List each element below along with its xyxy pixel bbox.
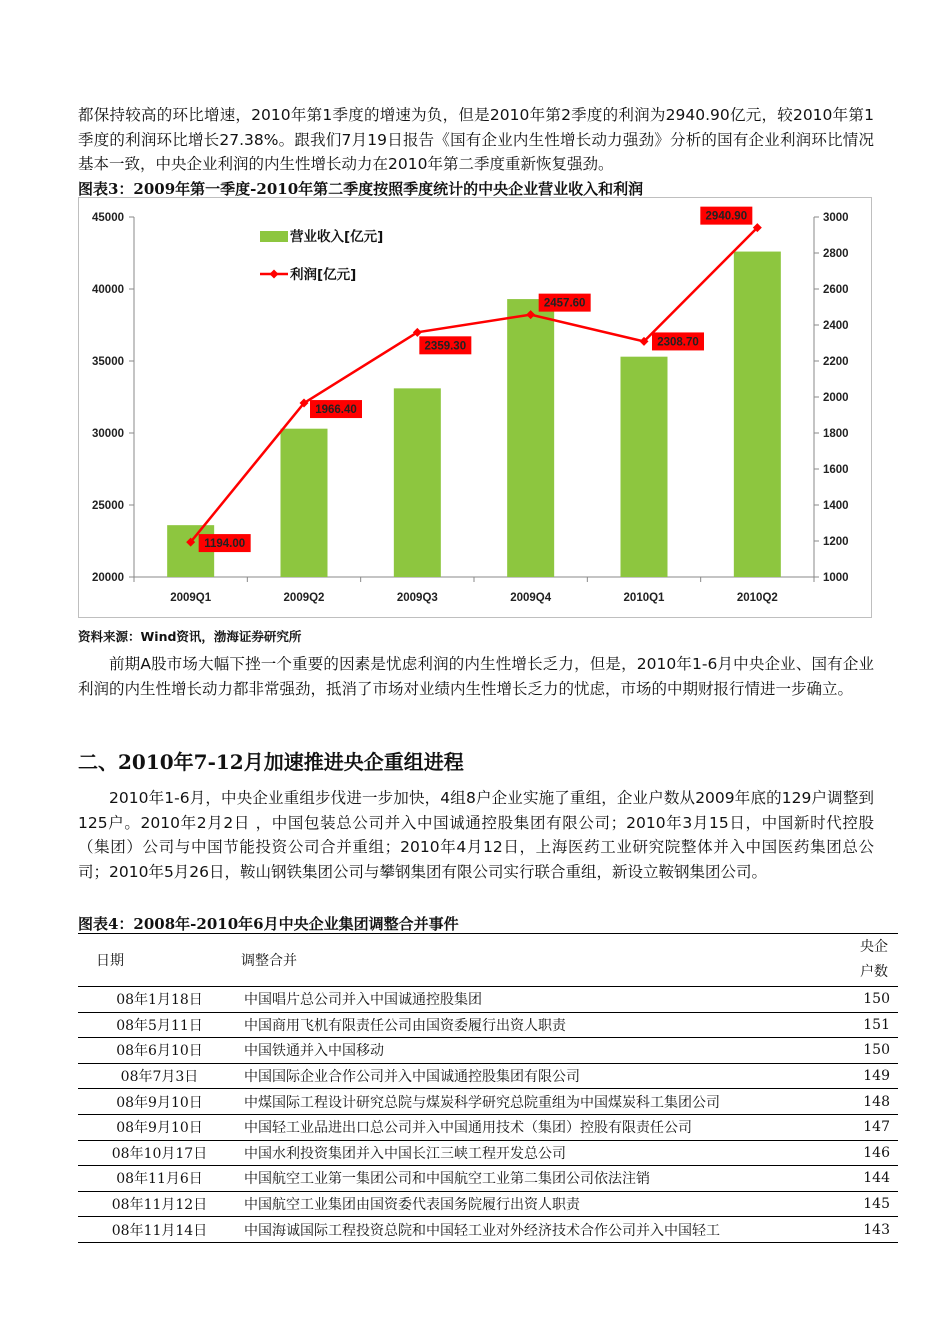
figure-4-title: 图表4：2008年-2010年6月中央企业集团调整合并事件 bbox=[78, 915, 459, 933]
x-tick-label: 2010Q2 bbox=[736, 592, 778, 604]
left-tick-label: 40000 bbox=[92, 284, 124, 296]
header-event: 调整合并 bbox=[241, 934, 828, 987]
cell-count: 150 bbox=[828, 1038, 898, 1064]
cell-event: 中国水利投资集团并入中国长江三峡工程开发总公司 bbox=[241, 1140, 828, 1166]
cell-date: 08年11月6日 bbox=[78, 1166, 241, 1192]
x-tick-label: 2009Q3 bbox=[396, 592, 438, 604]
cell-count: 148 bbox=[828, 1089, 898, 1115]
profit-data-label: 2940.90 bbox=[705, 210, 748, 223]
cell-event: 中国国际企业合作公司并入中国诚通控股集团有限公司 bbox=[241, 1063, 828, 1089]
cell-event: 中煤国际工程设计研究总院与煤炭科学研究总院重组为中国煤炭科工集团公司 bbox=[241, 1089, 828, 1115]
right-tick-label: 1600 bbox=[823, 464, 849, 476]
header-count-line1: 央企 bbox=[860, 939, 888, 955]
table-row bbox=[78, 987, 898, 1013]
table-row bbox=[78, 1166, 898, 1192]
table-row bbox=[78, 1063, 898, 1089]
header-count-line2: 户数 bbox=[860, 964, 888, 980]
revenue-bar bbox=[281, 429, 328, 577]
right-tick-label: 2800 bbox=[823, 248, 849, 260]
cell-date: 08年9月10日 bbox=[78, 1114, 241, 1140]
cell-date: 08年5月11日 bbox=[78, 1012, 241, 1038]
figure-3-source: 资料来源：Wind资讯，渤海证券研究所 bbox=[78, 629, 302, 644]
revenue-bar bbox=[734, 252, 781, 577]
right-tick-label: 3000 bbox=[823, 212, 849, 224]
cell-date: 08年9月10日 bbox=[78, 1089, 241, 1115]
cell-date: 08年10月17日 bbox=[78, 1140, 241, 1166]
legend-bar-swatch bbox=[260, 231, 288, 242]
table-row bbox=[78, 1012, 898, 1038]
cell-event: 中国海诚国际工程投资总院和中国轻工业对外经济技术合作公司并入中国轻工 bbox=[241, 1217, 828, 1243]
profit-data-label: 1194.00 bbox=[204, 538, 246, 551]
cell-event: 中国航空工业第一集团公司和中国航空工业第二集团公司依法注销 bbox=[241, 1166, 828, 1192]
paragraph-market-outlook: 前期A股市场大幅下挫一个重要的因素是忧虑利润的内生性增长乏力，但是，2010年1-6月中央企业、国有企业利润的内生性增长动力都非常强劲，抵消了市场对业绩内生性增长乏力的忧虑，市场的中期财报行情进一步确立。 bbox=[78, 655, 874, 698]
left-tick-label: 20000 bbox=[92, 572, 124, 584]
right-tick-label: 1200 bbox=[823, 536, 849, 548]
table-header-row bbox=[78, 934, 898, 987]
right-tick-label: 2600 bbox=[823, 284, 849, 296]
profit-data-label: 2457.60 bbox=[543, 297, 586, 310]
cell-event: 中国商用飞机有限责任公司由国资委履行出资人职责 bbox=[241, 1012, 828, 1038]
left-tick-label: 30000 bbox=[92, 428, 124, 440]
cell-count: 145 bbox=[828, 1191, 898, 1217]
right-tick-label: 1800 bbox=[823, 428, 849, 440]
cell-date: 08年1月18日 bbox=[78, 987, 241, 1013]
right-tick-label: 2200 bbox=[823, 356, 849, 368]
table-row bbox=[78, 1191, 898, 1217]
right-tick-label: 2000 bbox=[823, 392, 849, 404]
table-body bbox=[78, 987, 898, 1243]
profit-data-label: 1966.40 bbox=[315, 404, 357, 417]
cell-count: 146 bbox=[828, 1140, 898, 1166]
cell-count: 151 bbox=[828, 1012, 898, 1038]
legend-profit-label: 利润[亿元] bbox=[290, 267, 357, 283]
revenue-profit-chart bbox=[78, 197, 872, 618]
header-date: 日期 bbox=[78, 934, 241, 987]
revenue-bar bbox=[507, 299, 554, 577]
section-2-title: 二、2010年7-12月加速推进央企重组进程 bbox=[78, 750, 464, 774]
table-row bbox=[78, 1089, 898, 1115]
right-tick-label: 2400 bbox=[823, 320, 849, 332]
profit-data-label: 2359.30 bbox=[424, 340, 467, 353]
x-tick-label: 2009Q1 bbox=[170, 592, 212, 604]
cell-event: 中国航空工业集团由国资委代表国务院履行出资人职责 bbox=[241, 1191, 828, 1217]
cell-event: 中国铁通并入中国移动 bbox=[241, 1038, 828, 1064]
cell-date: 08年11月12日 bbox=[78, 1191, 241, 1217]
paragraph-restructuring: 2010年1-6月，中央企业重组步伐进一步加快，4组8户企业实施了重组，企业户数从2009年底的129户调整到125户。2010年2月2日 ，中国包装总公司并入中国诚通控股集团有限公司；2010年3月15日，中国新时代控股（集团）公司与中国节能投资公司合并重组；2010年4月12日，上海医药工业研究院整体并入中国医药集团总公司；2010年5月26日，鞍山钢铁集团公司与攀钢集团有限公司实行联合重组，新设立鞍钢集团公司。 bbox=[78, 789, 874, 881]
table-row bbox=[78, 1217, 898, 1243]
header-count bbox=[828, 934, 898, 987]
profit-data-label: 2308.70 bbox=[657, 336, 699, 349]
x-tick-label: 2010Q1 bbox=[623, 592, 665, 604]
cell-count: 143 bbox=[828, 1217, 898, 1243]
merger-events-table bbox=[78, 933, 898, 1243]
table-row bbox=[78, 1140, 898, 1166]
cell-event: 中国唱片总公司并入中国诚通控股集团 bbox=[241, 987, 828, 1013]
x-tick-label: 2009Q2 bbox=[283, 592, 325, 604]
paragraph-profit-growth: 都保持较高的环比增速，2010年第1季度的增速为负，但是2010年第2季度的利润为2940.90亿元，较2010年第1季度的利润环比增长27.38%。跟我们7月19日报告《国有企业内生性增长动力强劲》分析的国有企业利润环比情况基本一致，中央企业利润的内生性增长动力在2010年第二季度重新恢复强劲。 bbox=[78, 106, 874, 173]
cell-date: 08年11月14日 bbox=[78, 1217, 241, 1243]
chart-canvas bbox=[79, 198, 871, 617]
cell-date: 08年7月3日 bbox=[78, 1063, 241, 1089]
cell-date: 08年6月10日 bbox=[78, 1038, 241, 1064]
cell-count: 150 bbox=[828, 987, 898, 1013]
revenue-bar bbox=[621, 357, 668, 577]
cell-count: 147 bbox=[828, 1114, 898, 1140]
table-row bbox=[78, 1114, 898, 1140]
figure-3-title: 图表3：2009年第一季度-2010年第二季度按照季度统计的中央企业营业收入和利润 bbox=[78, 180, 644, 198]
cell-count: 149 bbox=[828, 1063, 898, 1089]
revenue-bar bbox=[394, 388, 441, 577]
legend-line-marker bbox=[270, 270, 279, 279]
x-tick-label: 2009Q4 bbox=[510, 592, 552, 604]
legend-revenue-label: 营业收入[亿元] bbox=[290, 229, 384, 245]
cell-count: 144 bbox=[828, 1166, 898, 1192]
left-tick-label: 25000 bbox=[92, 500, 124, 512]
left-tick-label: 35000 bbox=[92, 356, 124, 368]
cell-event: 中国轻工业品进出口总公司并入中国通用技术（集团）控股有限责任公司 bbox=[241, 1114, 828, 1140]
left-tick-label: 45000 bbox=[92, 212, 124, 224]
right-tick-label: 1400 bbox=[823, 500, 849, 512]
table-row bbox=[78, 1038, 898, 1064]
right-tick-label: 1000 bbox=[823, 572, 849, 584]
